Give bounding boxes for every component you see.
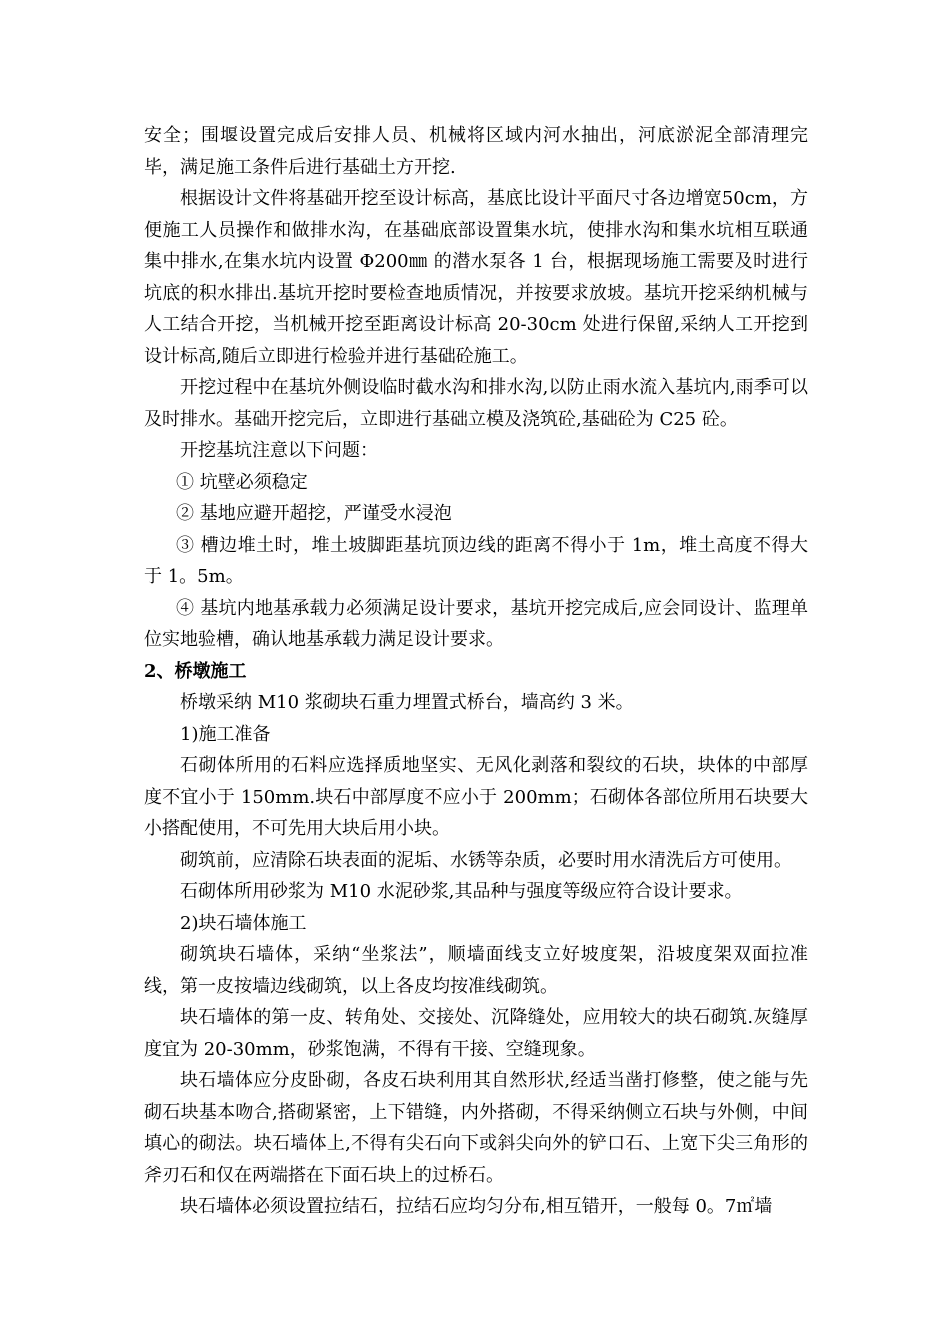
- paragraph: 砌筑块石墙体，采纳“坐浆法”，顺墙面线支立好坡度架，沿坡度架双面拉准线，第一皮按墙边线砌筑，以上各皮均按准线砌筑。: [144, 944, 808, 997]
- paragraph: 安全；围堰设置完成后安排人员、机械将区域内河水抽出，河底淤泥全部清理完毕，满足施工条件后进行基础土方开挖.: [144, 125, 808, 178]
- subsection-heading: 2)块石墙体施工: [180, 912, 307, 934]
- paragraph: 石砌体所用的石料应选择质地坚实、无风化剥落和裂纹的石块，块体的中部厚度不宜小于 150mm.块石中部厚度不应小于 200mm；石砌体各部位所用石块要大小搭配使用，不可先用大块后用小块。: [144, 755, 808, 839]
- paragraph: 砌筑前，应清除石块表面的泥垢、水锈等杂质，必要时用水清洗后方可使用。: [180, 849, 792, 871]
- list-item: ② 基地应避开超挖，严谨受水浸泡: [176, 503, 452, 524]
- paragraph: 开挖基坑注意以下问题：: [180, 440, 378, 461]
- paragraph: 石砌体所用砂浆为 M10 水泥砂浆,其品种与强度等级应符合设计要求。: [180, 881, 743, 902]
- section-heading: 2、桥墩施工: [144, 660, 247, 682]
- list-item: ① 坑壁必须稳定: [176, 471, 308, 493]
- list-item: ④ 基坑内地基承载力必须满足设计要求，基坑开挖完成后,应会同设计、监理单位实地验槽，确认地基承载力满足设计要求。: [144, 597, 808, 650]
- paragraph: 桥墩采纳 M10 浆砌块石重力埋置式桥台，墙高约 3 米。: [180, 692, 634, 713]
- document-body: [144, 120, 808, 1223]
- list-item: ③ 槽边堆土时，堆土坡脚距基坑顶边线的距离不得小于 1m，堆土高度不得大于 1。5m。: [144, 534, 808, 587]
- paragraph: 块石墙体必须设置拉结石，拉结石应均匀分布,相互错开，一般每 0。7㎡墙: [180, 1196, 773, 1217]
- paragraph: 根据设计文件将基础开挖至设计标高，基底比设计平面尺寸各边增宽50cm，方便施工人员操作和做排水沟，在基础底部设置集水坑，使排水沟和集水坑相互联通集中排水,在集水坑内设置 Φ200㎜ 的潜水泵各 1 台，根据现场施工需要及时进行坑底的积水排出.基坑开挖时要检查地质情况，并按要求放坡。基坑开挖采纳机械与人工结合开挖，当机械开挖至距离设计标高 20-30cm 处进行保留,采纳人工开挖到设计标高,随后立即进行检验并进行基础砼施工。: [144, 188, 808, 367]
- paragraph: 块石墙体的第一皮、转角处、交接处、沉降缝处，应用较大的块石砌筑.灰缝厚度宜为 20-30mm，砂浆饱满，不得有干接、空缝现象。: [144, 1007, 808, 1060]
- paragraph: 块石墙体应分皮卧砌，各皮石块利用其自然形状,经适当凿打修整，使之能与先砌石块基本吻合,搭砌紧密，上下错缝，内外搭砌，不得采纳侧立石块与外侧，中间填心的砌法。块石墙体上,不得有尖石向下或斜尖向外的铲口石、上宽下尖三角形的斧刃石和仅在两端搭在下面石块上的过桥石。: [144, 1070, 808, 1186]
- subsection-heading: 1)施工准备: [180, 723, 271, 745]
- paragraph: 开挖过程中在基坑外侧设临时截水沟和排水沟,以防止雨水流入基坑内,雨季可以及时排水。基础开挖完后，立即进行基础立模及浇筑砼,基础砼为 C25 砼。: [144, 377, 808, 430]
